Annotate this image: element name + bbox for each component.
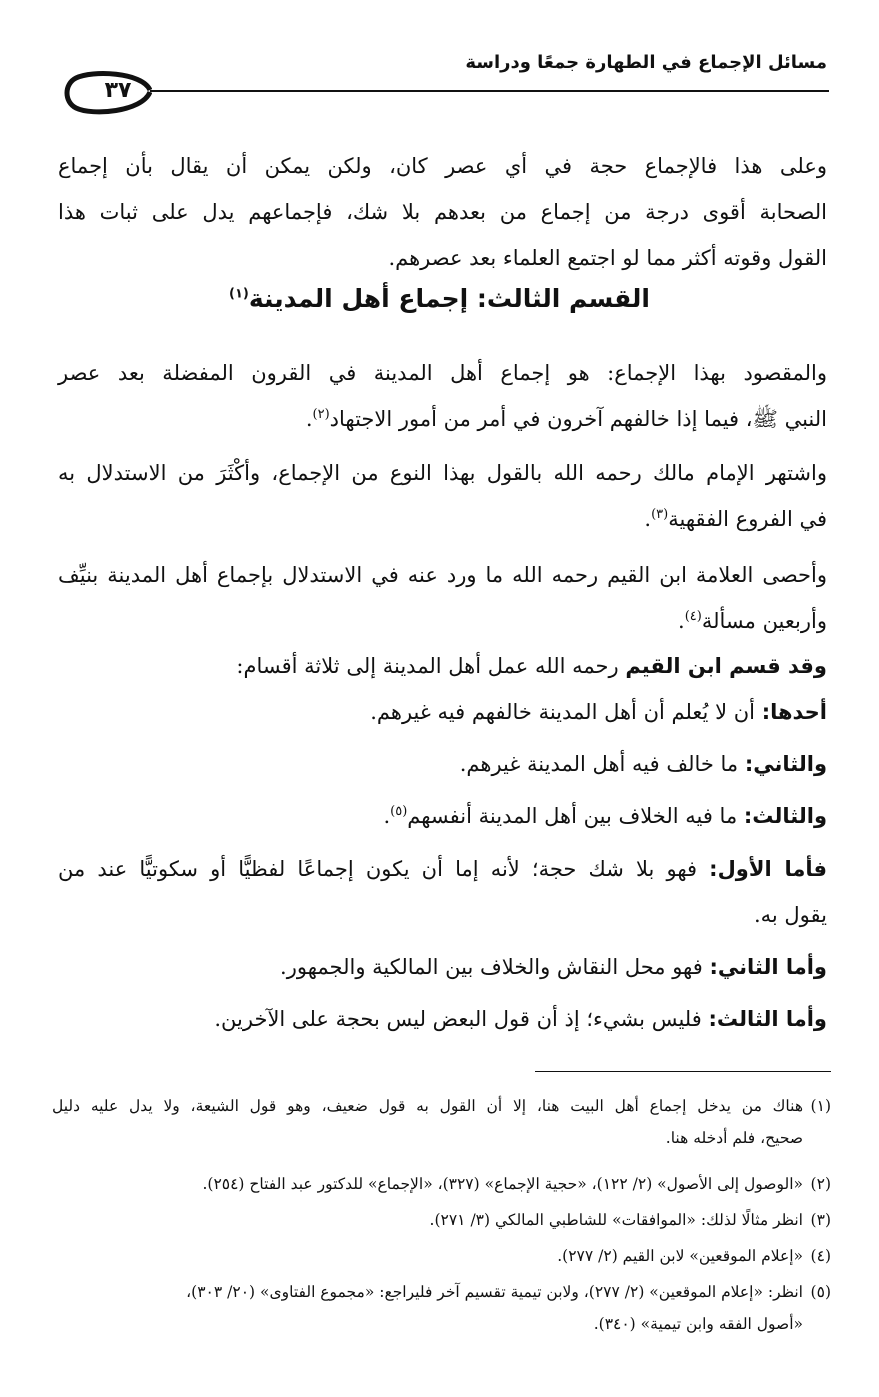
footnote-5-text: انظر: «إعلام الموقعين» (٢/ ٢٧٧)، ولابن تيمية تقسيم آخر فليراجع: «مجموع الفتاوى» (٢٠/ ٣٠٣)، bbox=[186, 1283, 803, 1301]
paragraph-7-lead: والثاني: bbox=[744, 752, 827, 776]
footnote-4-text: «إعلام الموقعين» لابن القيم (٢/ ٢٧٧). bbox=[557, 1247, 803, 1265]
paragraph-9-line-1 bbox=[58, 846, 827, 892]
paragraph-2-line-2: النبي ﷺ، فيما إذا خالفهم آخرون في أمر من أمور الاجتهاد$^{(٢)}$. bbox=[305, 407, 827, 431]
paragraph-7-text: ما خالف فيه أهل المدينة غيرهم. bbox=[459, 752, 739, 776]
footnote-2-number: (٢) bbox=[810, 1175, 831, 1193]
footnote-1-continuation: صحيح، فلم أدخله هنا. bbox=[665, 1129, 803, 1147]
paragraph-3-line-1: واشتهر الإمام مالك رحمه الله بالقول بهذا النوع من الإجماع، وأكْثَرَ من الاستدلال به bbox=[58, 461, 827, 485]
footnote-ref-2[interactable]: (٢) bbox=[312, 407, 330, 422]
paragraph-6-text: أن لا يُعلم أن أهل المدينة خالفهم فيه غيرهم. bbox=[370, 700, 755, 724]
footnote-ref-4[interactable]: (٤) bbox=[684, 609, 702, 624]
paragraph-9-lead: فأما الأول: bbox=[709, 857, 827, 881]
paragraph-10-text: فهو محل النقاش والخلاف بين المالكية والجمهور. bbox=[280, 955, 703, 979]
paragraph-6-lead: أحدها: bbox=[761, 700, 827, 724]
paragraph-9 bbox=[58, 846, 827, 938]
section-heading-text: القسم الثالث: إجماع أهل المدينة bbox=[248, 284, 650, 313]
running-header-title: مسائل الإجماع في الطهارة جمعًا ودراسة bbox=[465, 52, 827, 73]
paragraph-4-line-2: وأربعين مسألة$^{(٤)}$. bbox=[678, 609, 827, 633]
paragraph-8-text: ما فيه الخلاف بين أهل المدينة أنفسهم bbox=[407, 804, 738, 828]
section-heading bbox=[0, 284, 879, 313]
paragraph-9-text: فهو بلا شك حجة؛ لأنه إما أن يكون إجماعًا لفظيًّا أو سكوتيًّا عند من bbox=[58, 857, 698, 881]
footnote-3-number: (٣) bbox=[810, 1211, 831, 1229]
paragraph-7 bbox=[58, 741, 827, 787]
footnote-3 bbox=[52, 1204, 831, 1236]
paragraph-11-text: فليس بشيء؛ إذ أن قول البعض ليس بحجة على الآخرين. bbox=[214, 1007, 702, 1031]
paragraph-3 bbox=[58, 450, 827, 542]
footnote-ref-5[interactable]: (٥) bbox=[390, 804, 408, 819]
paragraph-5-text: رحمه الله عمل أهل المدينة إلى ثلاثة أقسام: bbox=[236, 654, 619, 678]
footnote-2 bbox=[52, 1168, 831, 1200]
footnote-1 bbox=[52, 1090, 831, 1154]
paragraph-1 bbox=[58, 143, 827, 281]
paragraph-1-line-2: الصحابة أقوى درجة من إجماع من بعدهم بلا شك، فإجماعهم يدل على ثبات هذا bbox=[58, 200, 827, 224]
paragraph-4-line-1: وأحصى العلامة ابن القيم رحمه الله ما ورد عنه في الاستدلال بإجماع أهل المدينة بنيِّف bbox=[58, 563, 827, 587]
paragraph-10-lead: وأما الثاني: bbox=[709, 955, 827, 979]
paragraph-2 bbox=[58, 350, 827, 442]
paragraph-4 bbox=[58, 552, 827, 644]
paragraph-8: والثالث: ما فيه الخلاف بين أهل المدينة أنفسهم$^{(٥)}$. bbox=[383, 804, 827, 828]
paragraph-1-line-1: وعلى هذا فالإجماع حجة في أي عصر كان، ولكن يمكن أن يقال بأن إجماع bbox=[58, 154, 827, 178]
footnote-separator bbox=[535, 1071, 831, 1072]
footnote-5-continuation: «أصول الفقه وابن تيمية» (٣٤٠). bbox=[593, 1315, 803, 1333]
page-number: ٣٧ bbox=[104, 78, 132, 103]
footnote-1-number: (١) bbox=[810, 1097, 831, 1115]
paragraph-3-line-2: في الفروع الفقهية$^{(٣)}$. bbox=[644, 507, 827, 531]
section-heading-footnote-ref[interactable]: (١) bbox=[229, 286, 249, 302]
paragraph-5 bbox=[58, 643, 827, 689]
paragraph-8-lead: والثالث: bbox=[743, 804, 827, 828]
header-rule bbox=[150, 90, 829, 92]
footnote-5 bbox=[52, 1276, 831, 1340]
footnote-1-text: هناك من يدخل إجماع أهل البيت هنا، إلا أن القول به قول ضعيف، وهو قول الشيعة، ولا يدل عليه دليل bbox=[52, 1097, 803, 1115]
footnote-5-number: (٥) bbox=[810, 1283, 831, 1301]
footnote-ref-3[interactable]: (٣) bbox=[651, 507, 669, 522]
paragraph-6 bbox=[58, 689, 827, 735]
paragraph-9-line-2: يقول به. bbox=[753, 903, 827, 927]
paragraph-1-line-3: القول وقوته أكثر مما لو اجتمع العلماء بعد عصرهم. bbox=[388, 246, 827, 270]
paragraph-11-lead: وأما الثالث: bbox=[708, 1007, 827, 1031]
footnote-2-text: «الوصول إلى الأصول» (٢/ ١٢٢)، «حجية الإجماع» (٣٢٧)، «الإجماع» للدكتور عبد الفتاح (٢٥٤). bbox=[202, 1175, 803, 1193]
footnote-3-text: انظر مثالًا لذلك: «الموافقات» للشاطبي المالكي (٣/ ٢٧١). bbox=[429, 1211, 803, 1229]
footnote-4 bbox=[52, 1240, 831, 1272]
page-number-ornament bbox=[62, 68, 152, 116]
paragraph-5-lead: وقد قسم ابن القيم bbox=[625, 654, 827, 678]
footnote-4-number: (٤) bbox=[810, 1247, 831, 1265]
paragraph-10 bbox=[58, 944, 827, 990]
paragraph-11 bbox=[58, 996, 827, 1042]
paragraph-2-line-1: والمقصود بهذا الإجماع: هو إجماع أهل المدينة في القرون المفضلة بعد عصر bbox=[58, 361, 827, 385]
